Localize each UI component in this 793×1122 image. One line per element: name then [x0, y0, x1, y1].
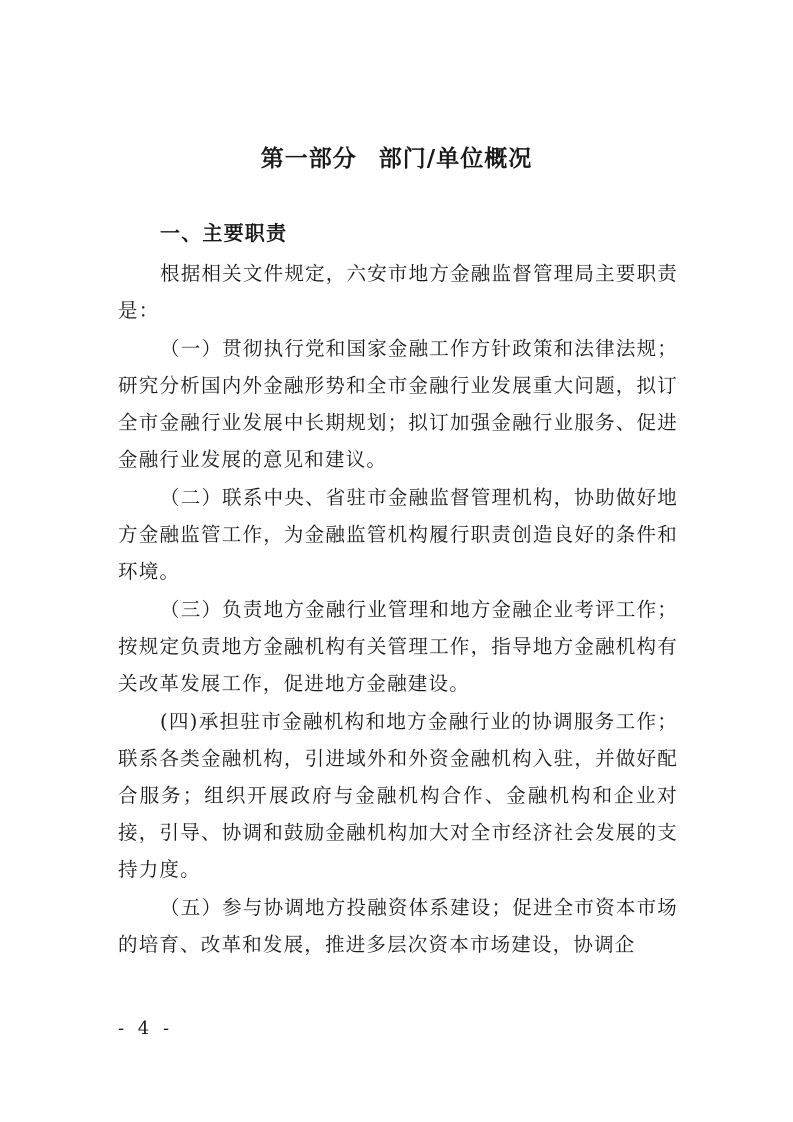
paragraph-duty-2: （二）联系中央、省驻市金融监督管理机构，协助做好地方金融监管工作，为金融监管机构履行职责创造良好的条件和环境。: [118, 486, 678, 583]
page-title: [0, 140, 793, 173]
paragraph-duty-1: （一）贯彻执行党和国家金融工作方针政策和法律法规；研究分析国内外金融形势和全市金融行业发展重大问题，拟订全市金融行业发展中长期规划；拟订加强金融行业服务、促进金融行业发展的意见和建议。: [118, 337, 678, 471]
page-number: - 4 -: [118, 1018, 174, 1039]
paragraph-duty-3: （三）负责地方金融行业管理和地方金融企业考评工作；按规定负责地方金融机构有关管理工作，指导地方金融机构有关改革发展工作，促进地方金融建设。: [118, 598, 678, 695]
document-body: [118, 215, 678, 964]
title-part: 第一部分: [260, 146, 357, 172]
title-main: 部门/单位概况: [378, 146, 533, 172]
paragraph-intro: 根据相关文件规定，六安市地方金融监督管理局主要职责是：: [118, 262, 678, 322]
paragraph-duty-4: (四)承担驻市金融机构和地方金融行业的协调服务工作；联系各类金融机构，引进域外和外资金融机构入驻，并做好配合服务；组织开展政府与金融机构合作、金融机构和企业对接，引导、协调和鼓励金融机构加大对全市经济社会发展的支持力度。: [118, 710, 678, 881]
section-heading: 一、主要职责: [160, 221, 288, 245]
paragraph-duty-5: （五）参与协调地方投融资体系建设；促进全市资本市场的培育、改革和发展，推进多层次资本市场建设，协调企: [118, 896, 678, 956]
